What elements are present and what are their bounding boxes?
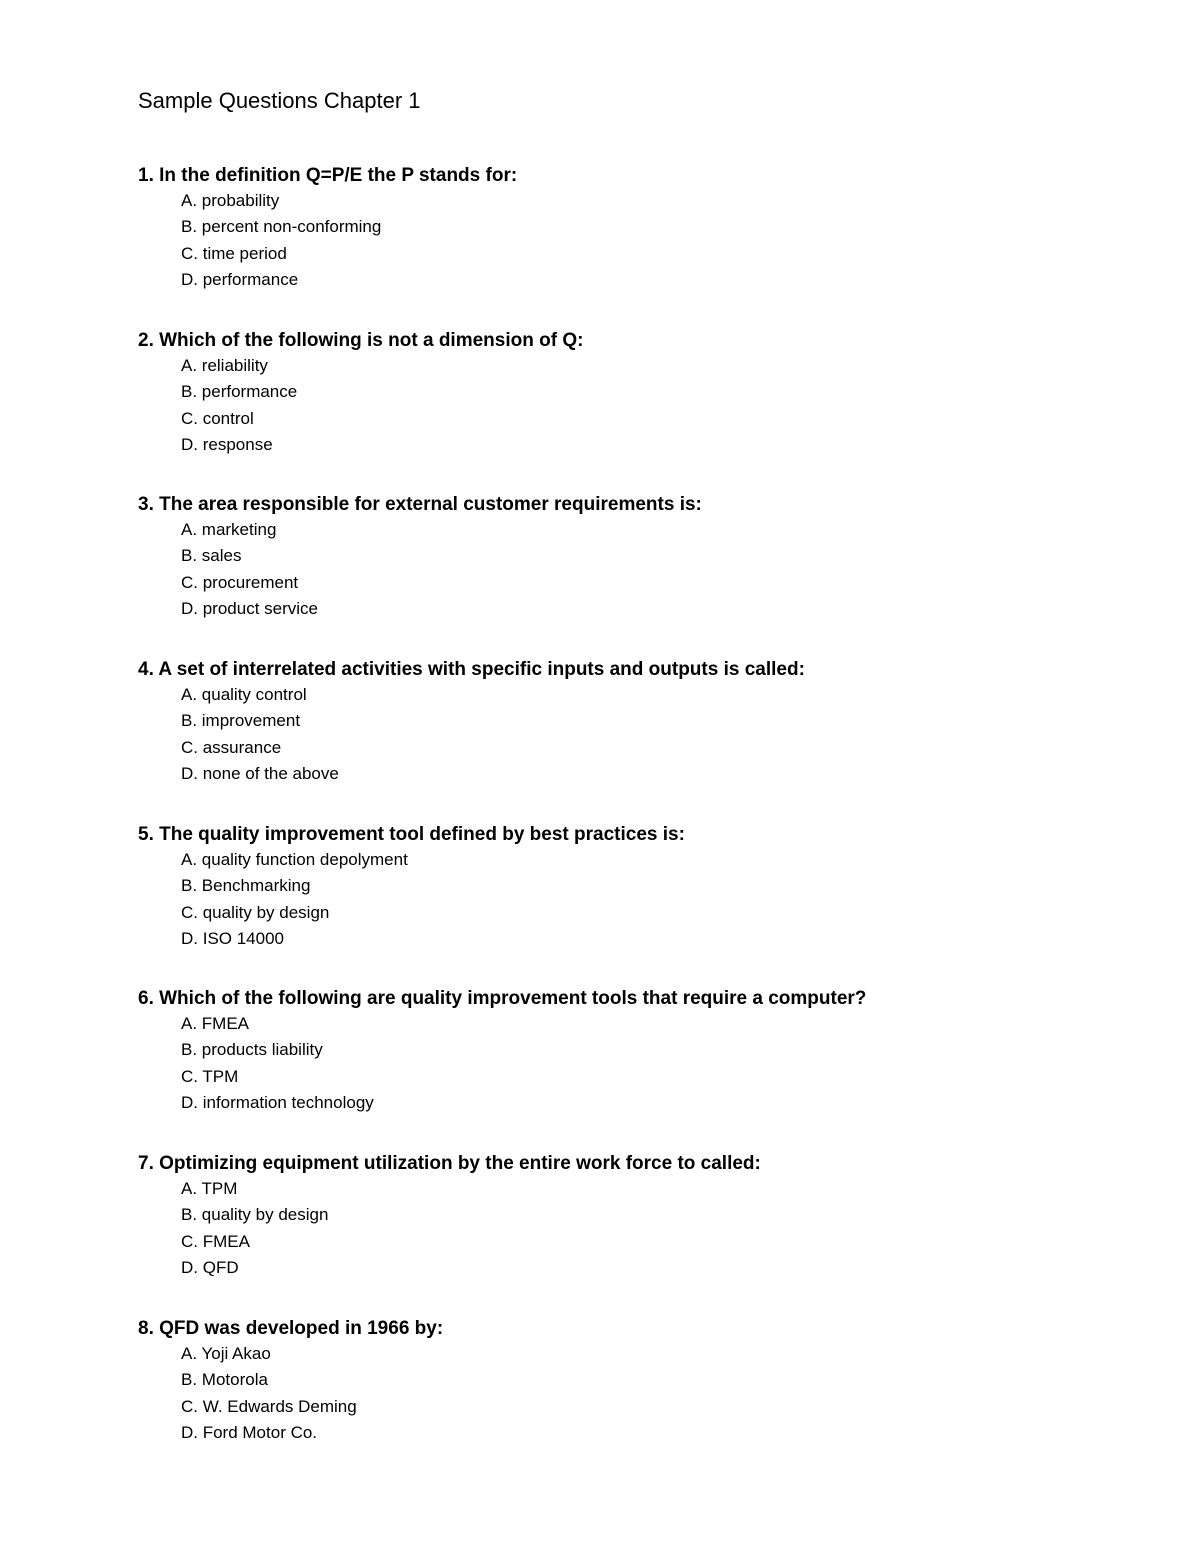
answer-options <box>138 188 1138 293</box>
question-text: 1. In the definition Q=P/E the P stands for: <box>138 165 518 186</box>
answer-option: B. quality by design <box>181 1205 329 1225</box>
question-text: 5. The quality improvement tool defined by best practices is: <box>138 824 685 845</box>
answer-option: C. assurance <box>181 737 282 757</box>
answer-option: B. percent non-conforming <box>181 217 382 237</box>
answer-option: A. reliability <box>181 356 268 375</box>
question-6 <box>138 987 1138 1116</box>
answer-options <box>138 1011 1138 1116</box>
answer-option: C. time period <box>181 243 287 263</box>
answer-option: B. Benchmarking <box>181 876 311 896</box>
answer-option: C. W. Edwards Deming <box>181 1396 357 1416</box>
question-1 <box>138 164 1138 293</box>
answer-option: A. marketing <box>181 520 277 539</box>
answer-options <box>138 682 1138 787</box>
answer-options <box>138 1341 1138 1446</box>
question-text: 6. Which of the following are quality improvement tools that require a computer? <box>138 988 867 1009</box>
answer-options <box>138 847 1138 952</box>
answer-option: C. procurement <box>181 572 299 592</box>
answer-option: A. FMEA <box>181 1014 250 1033</box>
answer-option: D. product service <box>181 598 318 618</box>
answer-option: A. quality control <box>181 685 307 704</box>
answer-options <box>138 1176 1138 1281</box>
answer-option: C. FMEA <box>181 1231 250 1251</box>
answer-options <box>138 353 1138 458</box>
answer-option: D. none of the above <box>181 763 339 783</box>
question-4 <box>138 658 1138 787</box>
answer-option: D. QFD <box>181 1257 239 1277</box>
answer-option: D. information technology <box>181 1092 374 1112</box>
answer-option: C. quality by design <box>181 902 330 922</box>
answer-options <box>138 517 1138 622</box>
answer-option: B. performance <box>181 382 298 402</box>
answer-option: D. response <box>181 434 273 454</box>
question-text: 4. A set of interrelated activities with specific inputs and outputs is called: <box>138 659 805 680</box>
page-title: Sample Questions Chapter 1 <box>138 88 421 113</box>
answer-option: C. control <box>181 408 254 428</box>
answer-option: D. Ford Motor Co. <box>181 1422 318 1442</box>
question-8 <box>138 1317 1138 1446</box>
question-5 <box>138 823 1138 952</box>
question-text: 2. Which of the following is not a dimension of Q: <box>138 330 584 351</box>
question-7 <box>138 1152 1138 1281</box>
question-text: 7. Optimizing equipment utilization by the entire work force to called: <box>138 1153 761 1174</box>
answer-option: A. Yoji Akao <box>181 1344 271 1363</box>
answer-option: B. sales <box>181 546 242 566</box>
answer-option: D. performance <box>181 269 299 289</box>
answer-option: A. probability <box>181 191 280 210</box>
question-2 <box>138 329 1138 458</box>
answer-option: A. TPM <box>181 1179 238 1198</box>
answer-option: B. improvement <box>181 711 301 731</box>
answer-option: D. ISO 14000 <box>181 928 285 948</box>
answer-option: B. products liability <box>181 1040 323 1060</box>
answer-option: C. TPM <box>181 1066 239 1086</box>
question-3 <box>138 493 1138 622</box>
question-text: 8. QFD was developed in 1966 by: <box>138 1318 444 1339</box>
question-text: 3. The area responsible for external customer requirements is: <box>138 494 702 515</box>
answer-option: B. Motorola <box>181 1370 268 1390</box>
answer-option: A. quality function depolyment <box>181 850 408 869</box>
